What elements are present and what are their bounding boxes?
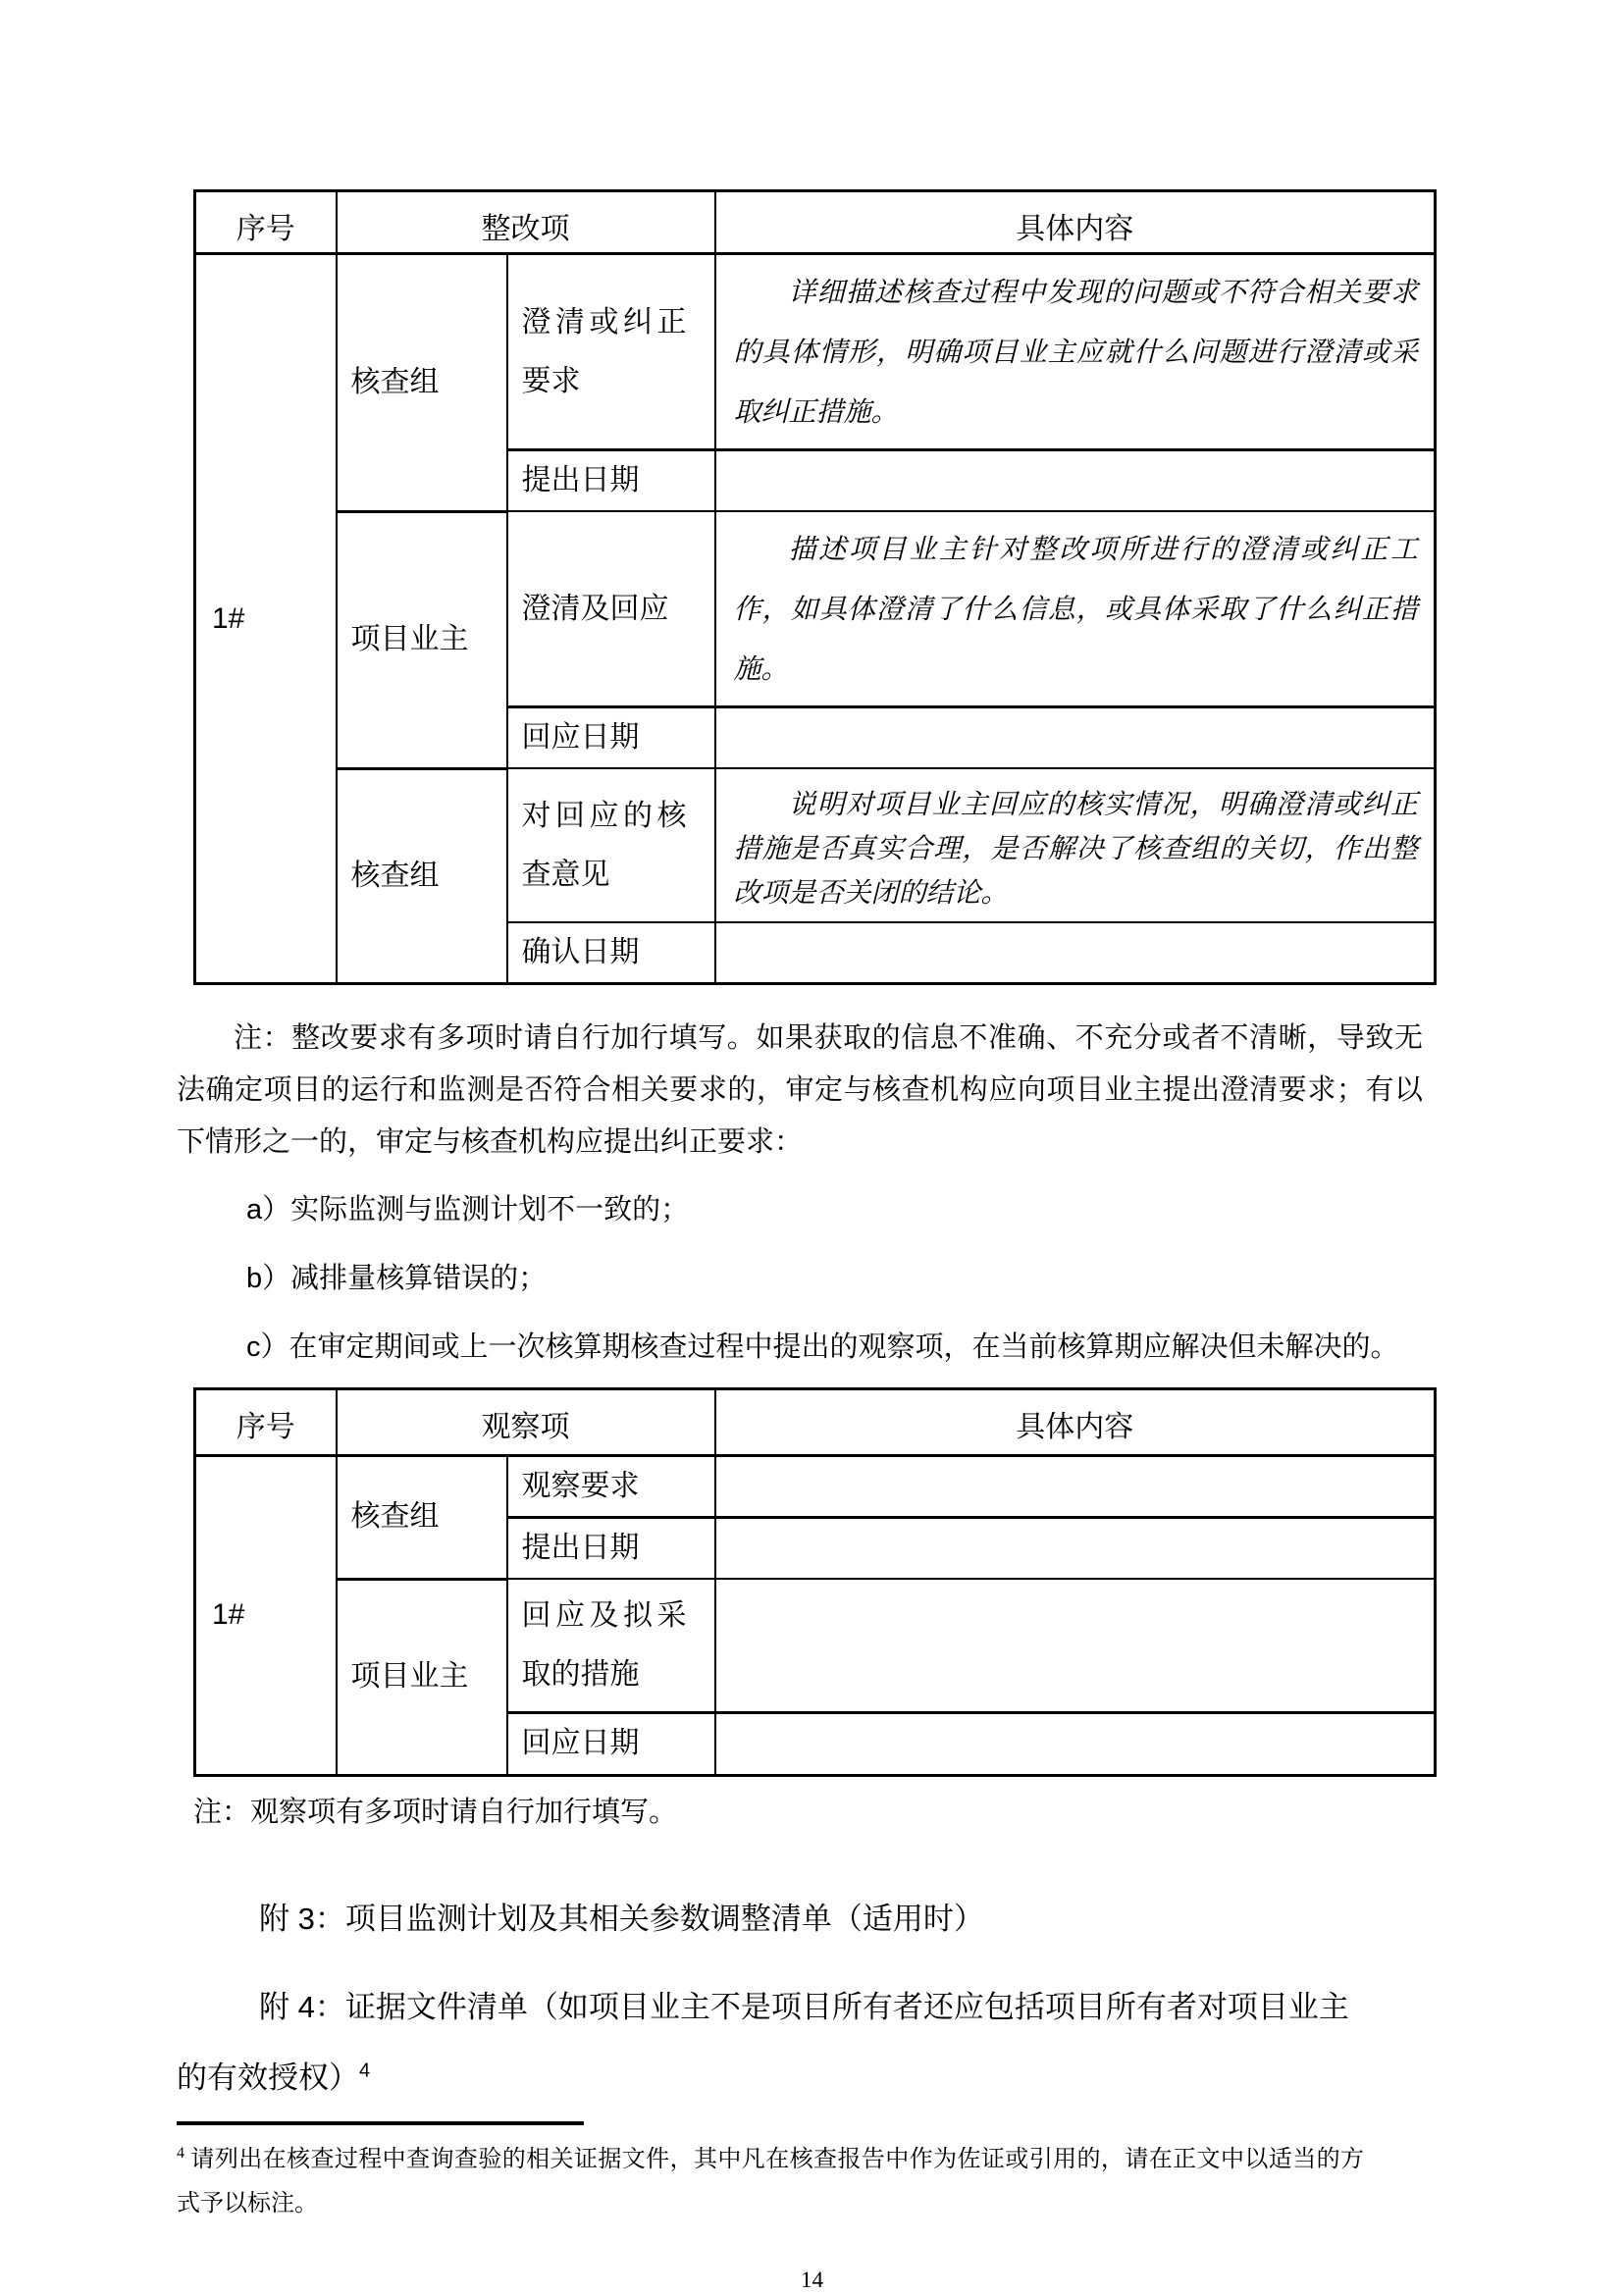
empty-cell bbox=[715, 1579, 1436, 1712]
empty-cell bbox=[715, 922, 1436, 984]
desc-cell bbox=[715, 254, 1436, 450]
table-row bbox=[195, 254, 1436, 450]
row-label: 回应日期 bbox=[507, 707, 715, 769]
table-row bbox=[195, 1456, 1436, 1518]
observation-table bbox=[193, 1387, 1437, 1777]
actor-cell: 项目业主 bbox=[337, 1579, 507, 1775]
header-content: 具体内容 bbox=[715, 191, 1436, 254]
attachment-4-line bbox=[177, 1972, 1364, 2113]
row-label: 回应及拟采取的措施 bbox=[507, 1579, 715, 1712]
serial-cell: 1# bbox=[195, 254, 337, 984]
rectification-header-row bbox=[195, 191, 1436, 254]
header-serial: 序号 bbox=[195, 1389, 337, 1456]
list-item-b: b）减排量核算错误的； bbox=[246, 1263, 548, 1294]
desc-text: 说明对项目业主回应的核实情况，明确澄清或纠正措施是否真实合理，是否解决了核查组的关切，作出整改项是否关闭的结论。 bbox=[733, 790, 1418, 909]
desc-text: 描述项目业主针对整改项所进行的澄清或纠正工作，如具体澄清了什么信息，或具体采取了什么纠正措施。 bbox=[733, 535, 1418, 685]
page-number: 14 bbox=[801, 2267, 823, 2292]
list-item-a: a）实际监测与监测计划不一致的； bbox=[246, 1194, 690, 1226]
empty-cell bbox=[715, 707, 1436, 769]
header-rectification-item: 整改项 bbox=[337, 191, 715, 254]
rectification-table bbox=[193, 189, 1437, 985]
actor-cell: 核查组 bbox=[337, 254, 507, 512]
note-observation: 注：观察项有多项时请自行加行填写。 bbox=[193, 1796, 678, 1828]
actor-cell: 项目业主 bbox=[337, 511, 507, 768]
table-row bbox=[195, 768, 1436, 922]
desc-cell bbox=[715, 768, 1436, 922]
row-label: 确认日期 bbox=[507, 922, 715, 984]
actor-cell: 核查组 bbox=[337, 768, 507, 984]
row-label: 提出日期 bbox=[507, 450, 715, 512]
footnote-separator bbox=[177, 2121, 584, 2125]
row-label: 澄清及回应 bbox=[507, 511, 715, 707]
observation-header-row bbox=[195, 1389, 1436, 1456]
footnote-body: 请列出在核查过程中查询查验的相关证据文件，其中凡在核查报告中作为佐证或引用的，请在正文中以适当的方式予以标注。 bbox=[177, 2146, 1365, 2217]
list-item-c: c）在审定期间或上一次核算期核查过程中提出的观察项，在当前核算期应解决但未解决的。 bbox=[246, 1331, 1399, 1363]
row-label: 澄清或纠正要求 bbox=[507, 254, 715, 450]
table-row bbox=[195, 511, 1436, 707]
row-label: 对回应的核查意见 bbox=[507, 768, 715, 922]
row-label: 提出日期 bbox=[507, 1518, 715, 1580]
footnote-text bbox=[177, 2131, 1364, 2226]
row-label: 观察要求 bbox=[507, 1456, 715, 1518]
header-serial: 序号 bbox=[195, 191, 337, 254]
row-label: 回应日期 bbox=[507, 1712, 715, 1775]
table-row bbox=[195, 1579, 1436, 1712]
footnote-ref-marker: 4 bbox=[359, 2060, 371, 2082]
footnote-number: 4 bbox=[177, 2144, 184, 2162]
note-rectification: 注：整改要求有多项时请自行加行填写。如果获取的信息不准确、不充分或者不清晰，导致无法确定项目的运行和监测是否符合相关要求的，审定与核查机构应向项目业主提出澄清要求；有以下情形之一的，审定与核查机构应提出纠正要求： bbox=[177, 1022, 1423, 1158]
header-content: 具体内容 bbox=[715, 1389, 1436, 1456]
serial-cell: 1# bbox=[195, 1456, 337, 1776]
desc-cell bbox=[715, 511, 1436, 707]
empty-cell bbox=[715, 1456, 1436, 1518]
desc-text: 详细描述核查过程中发现的问题或不符合相关要求的具体情形，明确项目业主应就什么问题进行澄清或采取纠正措施。 bbox=[733, 278, 1418, 428]
empty-cell bbox=[715, 1518, 1436, 1580]
attachment-4-text: 附 4：证据文件清单（如项目业主不是项目所有者还应包括项目所有者对项目业主的有效授权） bbox=[177, 1989, 1349, 2095]
empty-cell bbox=[715, 450, 1436, 512]
attachment-3-line: 附 3：项目监测计划及其相关参数调整清单（适用时） bbox=[259, 1901, 984, 1936]
header-observation-item: 观察项 bbox=[337, 1389, 715, 1456]
empty-cell bbox=[715, 1712, 1436, 1775]
actor-cell: 核查组 bbox=[337, 1456, 507, 1580]
